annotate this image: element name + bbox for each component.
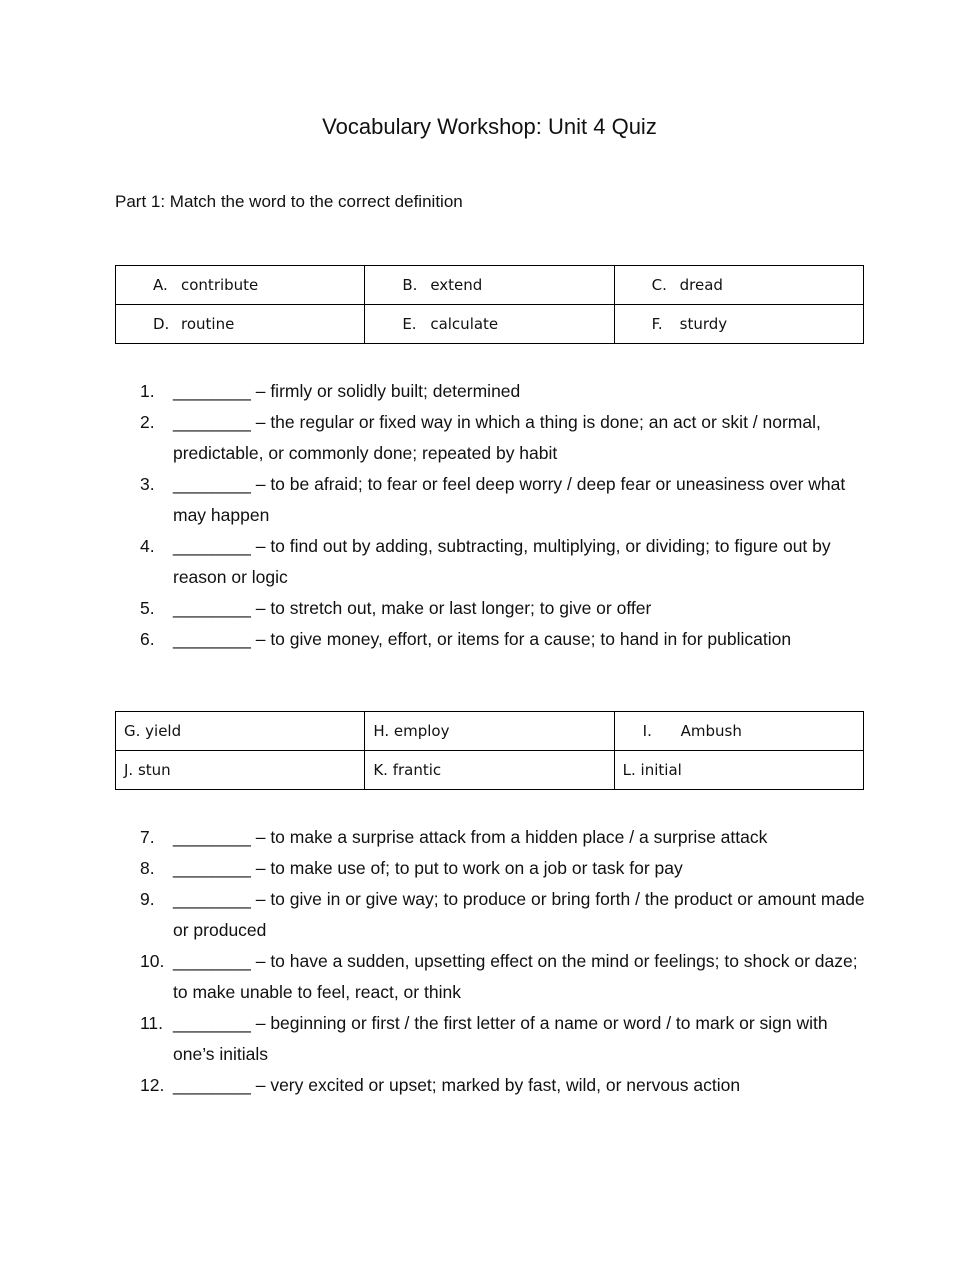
word-text: sturdy <box>679 315 728 333</box>
word-cell <box>116 305 365 344</box>
list-item <box>140 822 870 853</box>
list-item <box>140 593 870 624</box>
word-letter: D. <box>153 315 170 333</box>
list-item <box>140 946 870 1008</box>
item-definition: ________ – to make a surprise attack from a hidden place / a surprise attack <box>173 827 768 847</box>
word-letter: B. <box>402 276 418 294</box>
list-item <box>140 469 870 531</box>
item-definition: ________ – to give money, effort, or items for a cause; to hand in for publication <box>173 629 792 649</box>
word-cell <box>116 266 365 305</box>
list-item <box>140 376 870 407</box>
item-number: 10. <box>140 951 165 971</box>
item-number: 8. <box>140 858 155 878</box>
word-cell <box>365 266 614 305</box>
word-letter: I. <box>642 722 652 740</box>
item-number: 5. <box>140 598 155 618</box>
item-number: 11. <box>140 1013 164 1033</box>
item-number: 3. <box>140 474 155 494</box>
part1-heading: Part 1: Match the word to the correct definition <box>115 192 463 211</box>
word-letter: E. <box>402 315 417 333</box>
word-cell: L. initial <box>614 751 863 790</box>
word-letter: F. <box>651 315 663 333</box>
item-definition: ________ – firmly or solidly built; determined <box>173 381 521 401</box>
item-number: 12. <box>140 1075 165 1095</box>
item-definition: ________ – very excited or upset; marked by fast, wild, or nervous action <box>173 1075 741 1095</box>
table-row <box>116 266 864 305</box>
word-cell: H. employ <box>365 712 614 751</box>
word-cell <box>614 712 863 751</box>
item-definition: ________ – to find out by adding, subtracting, multiplying, or dividing; to figure out by reason or logic <box>173 536 831 587</box>
definition-list-1 <box>140 376 870 655</box>
word-text: dread <box>679 276 723 294</box>
item-definition: ________ – to give in or give way; to produce or bring forth / the product or amount made or produced <box>173 889 865 940</box>
list-item <box>140 531 870 593</box>
word-letter: A. <box>153 276 168 294</box>
table-row <box>116 712 864 751</box>
word-bank-table-1 <box>115 265 864 344</box>
item-number: 2. <box>140 412 155 432</box>
word-text: extend <box>430 276 483 294</box>
item-definition: ________ – to stretch out, make or last longer; to give or offer <box>173 598 652 618</box>
item-number: 6. <box>140 629 155 649</box>
item-number: 1. <box>140 381 155 401</box>
word-bank-table-2 <box>115 711 864 790</box>
word-text: calculate <box>430 315 499 333</box>
page-title: Vocabulary Workshop: Unit 4 Quiz <box>322 114 657 139</box>
word-text: contribute <box>181 276 259 294</box>
list-item <box>140 1008 870 1070</box>
list-item <box>140 1070 870 1101</box>
word-cell: J. stun <box>116 751 365 790</box>
item-number: 9. <box>140 889 155 909</box>
word-cell <box>614 305 863 344</box>
list-item <box>140 853 870 884</box>
item-definition: ________ – to have a sudden, upsetting effect on the mind or feelings; to shock or daze; to make unable to feel, react, or think <box>173 951 858 1002</box>
table-row <box>116 751 864 790</box>
list-item <box>140 624 870 655</box>
word-cell <box>365 305 614 344</box>
word-cell: K. frantic <box>365 751 614 790</box>
word-cell: G. yield <box>116 712 365 751</box>
word-text: Ambush <box>680 722 742 740</box>
table-row <box>116 305 864 344</box>
item-definition: ________ – to make use of; to put to work on a job or task for pay <box>173 858 683 878</box>
word-cell <box>614 266 863 305</box>
item-definition: ________ – to be afraid; to fear or feel deep worry / deep fear or uneasiness over what may happen <box>173 474 846 525</box>
item-definition: ________ – beginning or first / the first letter of a name or word / to mark or sign with one’s initials <box>173 1013 828 1064</box>
list-item <box>140 407 870 469</box>
word-letter: C. <box>651 276 667 294</box>
item-definition: ________ – the regular or fixed way in which a thing is done; an act or skit / normal, predictable, or commonly done; repeated by habit <box>173 412 821 463</box>
definition-list-2 <box>140 822 870 1101</box>
item-number: 7. <box>140 827 155 847</box>
item-number: 4. <box>140 536 155 556</box>
list-item <box>140 884 870 946</box>
word-text: routine <box>181 315 235 333</box>
